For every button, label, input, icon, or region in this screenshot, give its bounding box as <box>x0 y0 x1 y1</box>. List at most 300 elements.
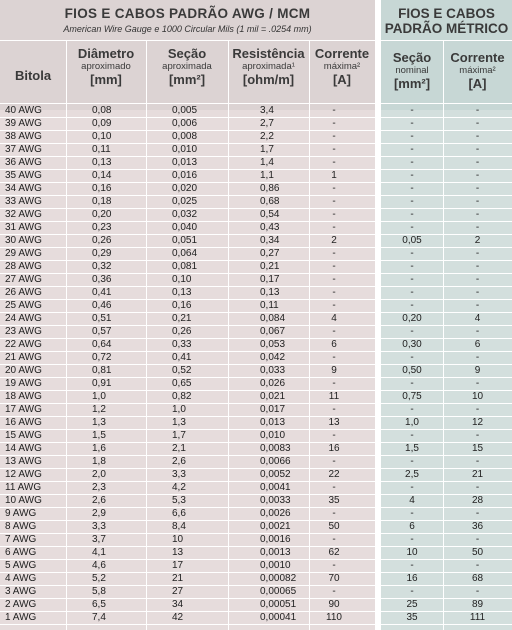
table-cell: 0,27 <box>260 248 280 259</box>
table-row <box>381 429 512 442</box>
table-cell: 34 AWG <box>5 183 42 194</box>
table-cell: 0,08 <box>92 105 112 116</box>
table-cell: 37 AWG <box>5 144 42 155</box>
table-row <box>381 494 512 507</box>
table-row <box>0 390 375 403</box>
col-header-corrente: Corrente máxima² [A] <box>314 46 370 87</box>
table-cell: - <box>410 170 414 181</box>
table-cell: 35 <box>406 612 418 623</box>
table-cell: 0,013 <box>172 157 198 168</box>
table-cell: - <box>332 560 336 571</box>
table-cell: 7,4 <box>92 612 106 623</box>
table-cell: 8,4 <box>172 521 186 532</box>
table-row <box>0 247 375 260</box>
table-cell: 0,026 <box>260 378 286 389</box>
table-cell: - <box>475 144 480 155</box>
table-cell: 0,010 <box>260 430 286 441</box>
table-row <box>0 546 375 559</box>
table-cell: 0,0066 <box>260 456 291 467</box>
table-cell: 25 AWG <box>5 300 42 311</box>
table-row <box>381 234 512 247</box>
table-cell: 2,5 <box>405 469 419 480</box>
table-cell: 4 AWG <box>5 573 37 584</box>
table-cell: 2,1 <box>172 443 186 454</box>
table-cell: 0,10 <box>92 131 112 142</box>
table-cell: - <box>332 157 336 168</box>
table-cell: - <box>410 352 414 363</box>
table-cell: 0,11 <box>92 144 111 155</box>
table-cell: - <box>332 456 336 467</box>
table-cell: - <box>475 131 480 142</box>
metric-table-panel <box>381 0 512 630</box>
col-header-secao-nominal: Seção nominal [mm²] <box>392 50 432 91</box>
table-cell: 0,081 <box>172 261 198 272</box>
table-cell: - <box>410 183 414 194</box>
col-header-resistencia: Resistência aproximada¹ [ohm/m] <box>232 46 305 87</box>
col-header-diametro: Diâmetro aproximado [mm] <box>77 46 135 87</box>
table-cell: - <box>475 170 480 181</box>
table-cell: - <box>332 352 336 363</box>
table-cell: 9 <box>331 365 337 376</box>
table-cell: 1,2 <box>92 404 106 415</box>
table-cell: 0,41 <box>172 352 192 363</box>
table-cell: 28 AWG <box>5 261 42 272</box>
table-cell: 2,2 <box>260 131 274 142</box>
table-cell: - <box>410 287 414 298</box>
table-cell: 0,23 <box>92 222 112 233</box>
table-cell: 31 AWG <box>5 222 42 233</box>
table-cell: 0,0013 <box>260 547 291 558</box>
table-cell: - <box>410 586 414 597</box>
table-cell: - <box>410 560 414 571</box>
table-cell: 1,7 <box>172 430 186 441</box>
table-row <box>381 312 512 325</box>
table-cell: 0,33 <box>172 339 192 350</box>
table-cell: 21 <box>172 573 184 584</box>
table-cell: 0,032 <box>172 209 198 220</box>
table-row <box>381 364 512 377</box>
table-row <box>381 130 512 143</box>
table-cell: - <box>410 534 414 545</box>
table-cell: - <box>410 508 414 519</box>
table-row <box>381 325 512 338</box>
table-cell: 0,13 <box>92 157 112 168</box>
table-row <box>0 351 375 364</box>
table-cell: 0,0083 <box>260 443 291 454</box>
table-cell: - <box>475 274 480 285</box>
table-row <box>0 455 375 468</box>
table-cell: - <box>475 196 480 207</box>
table-row <box>0 221 375 234</box>
table-cell: 0,91 <box>92 378 112 389</box>
header-divider <box>381 40 512 41</box>
table-row <box>381 143 512 156</box>
table-cell: 1 <box>331 170 337 181</box>
table-cell: - <box>332 131 336 142</box>
table-cell: 0,013 <box>260 417 286 428</box>
table-cell: 11 <box>328 391 340 402</box>
table-cell: 40 AWG <box>5 105 42 116</box>
table-cell: - <box>410 105 414 116</box>
table-cell: - <box>332 287 336 298</box>
table-cell: 0,017 <box>260 404 286 415</box>
row-divider <box>0 624 375 625</box>
table-row <box>0 598 375 611</box>
table-cell: 0,020 <box>172 183 198 194</box>
table-cell: - <box>410 482 414 493</box>
table-row <box>381 598 512 611</box>
table-cell: 5,3 <box>172 495 186 506</box>
table-cell: 0,52 <box>172 365 192 376</box>
table-cell: 0,09 <box>92 118 112 129</box>
table-cell: 3 AWG <box>5 586 37 597</box>
table-cell: 16 <box>328 443 340 454</box>
table-cell: 10 AWG <box>5 495 42 506</box>
table-row <box>381 182 512 195</box>
table-cell: 70 <box>328 573 340 584</box>
table-cell: - <box>475 183 480 194</box>
table-cell: 32 AWG <box>5 209 42 220</box>
table-cell: 0,21 <box>172 313 192 324</box>
table-cell: 28 <box>471 495 484 506</box>
table-row <box>0 429 375 442</box>
table-cell: 90 <box>328 599 340 610</box>
table-cell: 0,010 <box>172 144 198 155</box>
table-row <box>381 546 512 559</box>
table-cell: 6 <box>409 521 415 532</box>
table-cell: 9 AWG <box>5 508 37 519</box>
table-cell: - <box>332 183 336 194</box>
table-cell: 5,8 <box>92 586 106 597</box>
table-row <box>381 585 512 598</box>
table-cell: - <box>475 352 480 363</box>
table-cell: - <box>332 482 336 493</box>
table-cell: 3,7 <box>92 534 106 545</box>
table-row <box>0 377 375 390</box>
table-cell: - <box>332 430 336 441</box>
table-cell: 0,34 <box>260 235 280 246</box>
table-cell: 39 AWG <box>5 118 42 129</box>
table-cell: 0,43 <box>260 222 280 233</box>
table-cell: 110 <box>326 612 342 623</box>
table-cell: 50 <box>471 547 484 558</box>
table-row <box>0 520 375 533</box>
table-cell: 68 <box>471 573 484 584</box>
table-cell: - <box>332 534 336 545</box>
table-cell: - <box>475 248 480 259</box>
table-cell: 0,20 <box>92 209 112 220</box>
table-cell: 27 AWG <box>5 274 42 285</box>
table-cell: - <box>475 508 480 519</box>
metric-table-header <box>381 0 512 110</box>
table-cell: - <box>332 222 336 233</box>
table-cell: 0,16 <box>172 300 192 311</box>
awg-table-subtitle: American Wire Gauge e 1000 Circular Mils (1 mil = .0254 mm) <box>63 24 312 34</box>
table-row <box>0 403 375 416</box>
table-cell: 26 AWG <box>5 287 42 298</box>
table-cell: 8 AWG <box>5 521 37 532</box>
table-cell: 89 <box>471 599 484 610</box>
table-cell: 0,21 <box>260 261 280 272</box>
table-cell: 17 AWG <box>5 404 42 415</box>
table-cell: 6,5 <box>92 599 106 610</box>
table-cell: 5 AWG <box>5 560 37 571</box>
table-row <box>381 416 512 429</box>
awg-table-title: FIOS E CABOS PADRÃO AWG / MCM <box>64 6 311 21</box>
table-cell: 33 AWG <box>5 196 42 207</box>
table-cell: 0,82 <box>172 391 192 402</box>
table-cell: - <box>332 261 336 272</box>
table-row <box>381 520 512 533</box>
table-cell: 0,41 <box>92 287 112 298</box>
table-cell: 2,6 <box>92 495 106 506</box>
table-cell: - <box>332 586 336 597</box>
table-row <box>381 403 512 416</box>
table-cell: 1,7 <box>260 144 274 155</box>
table-row <box>0 494 375 507</box>
table-cell: 2,3 <box>92 482 106 493</box>
table-cell: 4,2 <box>172 482 186 493</box>
table-cell: 0,033 <box>260 365 286 376</box>
table-cell: 6,6 <box>172 508 186 519</box>
table-cell: 3,3 <box>92 521 106 532</box>
table-cell: - <box>475 105 480 116</box>
table-cell: 0,54 <box>260 209 280 220</box>
table-cell: - <box>410 248 414 259</box>
table-cell: 0,68 <box>260 196 280 207</box>
table-cell: 25 <box>406 599 418 610</box>
table-cell: 19 AWG <box>5 378 42 389</box>
table-cell: 13 AWG <box>5 456 42 467</box>
table-cell: 0,00065 <box>260 586 297 597</box>
table-cell: 29 AWG <box>5 248 42 259</box>
table-cell: 10 <box>172 534 184 545</box>
table-cell: 34 <box>172 599 184 610</box>
table-cell: 22 AWG <box>5 339 42 350</box>
table-cell: - <box>475 300 480 311</box>
table-cell: - <box>475 482 480 493</box>
table-cell: 0,51 <box>92 313 112 324</box>
table-cell: 1,5 <box>405 443 419 454</box>
table-cell: 38 AWG <box>5 131 42 142</box>
table-row <box>0 312 375 325</box>
table-cell: 0,65 <box>172 378 192 389</box>
table-row <box>381 559 512 572</box>
table-row <box>381 468 512 481</box>
table-cell: 0,053 <box>260 339 286 350</box>
table-cell: 0,0041 <box>260 482 291 493</box>
table-row <box>0 182 375 195</box>
table-cell: 0,57 <box>92 326 112 337</box>
table-cell: 10 <box>471 391 484 402</box>
table-cell: - <box>475 157 480 168</box>
table-cell: 0,72 <box>92 352 112 363</box>
table-cell: 15 AWG <box>5 430 42 441</box>
table-cell: - <box>410 274 414 285</box>
table-row <box>0 611 375 624</box>
table-cell: 6 <box>331 339 337 350</box>
table-row <box>381 195 512 208</box>
table-cell: 16 <box>406 573 418 584</box>
table-row <box>381 169 512 182</box>
table-cell: 0,021 <box>260 391 286 402</box>
table-cell: 1 AWG <box>5 612 37 623</box>
table-cell: 24 AWG <box>5 313 42 324</box>
table-cell: - <box>332 144 336 155</box>
table-cell: 1,0 <box>92 391 106 402</box>
table-cell: - <box>410 222 414 233</box>
table-cell: - <box>332 118 336 129</box>
table-cell: 0,0033 <box>260 495 291 506</box>
metric-table-title: FIOS E CABOS PADRÃO MÉTRICO <box>384 6 509 36</box>
table-cell: 0,29 <box>92 248 112 259</box>
table-cell: - <box>410 430 414 441</box>
table-row <box>0 325 375 338</box>
table-cell: 15 <box>471 443 484 454</box>
table-cell: 1,8 <box>92 456 106 467</box>
table-row <box>0 416 375 429</box>
table-cell: - <box>332 196 336 207</box>
table-cell: 1,5 <box>92 430 106 441</box>
table-cell: 7 AWG <box>5 534 37 545</box>
table-cell: 2 <box>474 235 481 246</box>
table-cell: - <box>410 456 414 467</box>
table-cell: 4,6 <box>92 560 106 571</box>
table-cell: 1,4 <box>260 157 274 168</box>
table-cell: - <box>332 209 336 220</box>
table-cell: 0,00041 <box>260 612 297 623</box>
table-cell: - <box>410 300 414 311</box>
table-row <box>381 572 512 585</box>
table-cell: 12 <box>471 417 484 428</box>
table-row <box>381 611 512 624</box>
table-cell: 2,0 <box>92 469 106 480</box>
table-cell: 11 AWG <box>5 482 42 493</box>
table-cell: 0,008 <box>172 131 198 142</box>
table-cell: 4 <box>331 313 337 324</box>
table-cell: 2,9 <box>92 508 106 519</box>
table-cell: 0,32 <box>92 261 112 272</box>
table-cell: - <box>332 326 336 337</box>
table-cell: - <box>475 209 480 220</box>
table-cell: - <box>410 157 414 168</box>
table-cell: 0,13 <box>260 287 280 298</box>
table-cell: - <box>475 404 480 415</box>
table-row <box>381 286 512 299</box>
table-cell: 18 AWG <box>5 391 42 402</box>
table-cell: 36 <box>471 521 484 532</box>
table-row <box>0 195 375 208</box>
table-cell: 5,2 <box>92 573 106 584</box>
table-cell: 0,16 <box>92 183 112 194</box>
table-cell: - <box>475 378 480 389</box>
table-row <box>381 273 512 286</box>
table-row <box>0 481 375 494</box>
table-cell: 50 <box>328 521 340 532</box>
table-row <box>0 507 375 520</box>
table-cell: 6 <box>474 339 481 350</box>
table-row <box>381 338 512 351</box>
table-cell: 4,1 <box>92 547 106 558</box>
table-cell: 0,0052 <box>260 469 291 480</box>
table-row <box>0 585 375 598</box>
table-row <box>0 572 375 585</box>
table-cell: 35 AWG <box>5 170 42 181</box>
table-row <box>381 377 512 390</box>
table-cell: 12 AWG <box>5 469 42 480</box>
table-row <box>0 169 375 182</box>
table-cell: 1,3 <box>92 417 106 428</box>
table-cell: - <box>410 209 414 220</box>
table-row <box>381 208 512 221</box>
table-cell: 0,025 <box>172 196 198 207</box>
table-cell: - <box>475 326 480 337</box>
table-row <box>0 156 375 169</box>
table-cell: 0,30 <box>402 339 422 350</box>
table-row <box>0 273 375 286</box>
table-row <box>0 533 375 546</box>
awg-table-header <box>0 0 375 110</box>
table-cell: 0,016 <box>172 170 198 181</box>
table-cell: - <box>332 248 336 259</box>
table-cell: 20 AWG <box>5 365 42 376</box>
table-cell: 62 <box>328 547 340 558</box>
table-cell: - <box>332 105 336 116</box>
table-cell: - <box>410 144 414 155</box>
table-cell: 21 AWG <box>5 352 42 363</box>
table-cell: 111 <box>469 612 486 623</box>
table-row <box>381 351 512 364</box>
table-cell: 0,005 <box>172 105 198 116</box>
table-cell: - <box>475 560 480 571</box>
table-row <box>0 559 375 572</box>
table-cell: 0,051 <box>172 235 198 246</box>
table-cell: - <box>475 534 480 545</box>
table-cell: 0,75 <box>402 391 422 402</box>
table-cell: 1,1 <box>260 170 274 181</box>
table-cell: - <box>332 404 336 415</box>
table-cell: 0,067 <box>260 326 286 337</box>
table-cell: 14 AWG <box>5 443 42 454</box>
table-cell: 0,0010 <box>260 560 291 571</box>
table-cell: 4 <box>409 495 415 506</box>
table-row <box>0 468 375 481</box>
header-divider <box>0 40 375 41</box>
table-cell: 0,0026 <box>260 508 291 519</box>
table-cell: 0,084 <box>260 313 286 324</box>
table-row <box>381 247 512 260</box>
table-row <box>381 299 512 312</box>
table-cell: 0,26 <box>172 326 192 337</box>
table-cell: 13 <box>172 547 184 558</box>
table-cell: 0,46 <box>92 300 112 311</box>
table-cell: 42 <box>172 612 184 623</box>
table-cell: 0,26 <box>92 235 112 246</box>
table-cell: 2,7 <box>260 118 274 129</box>
table-cell: - <box>332 508 336 519</box>
table-cell: - <box>475 118 480 129</box>
table-cell: 2 <box>331 235 337 246</box>
table-row <box>381 260 512 273</box>
table-row <box>0 130 375 143</box>
table-cell: 9 <box>474 365 481 376</box>
table-cell: 0,36 <box>92 274 112 285</box>
table-cell: 0,042 <box>260 352 286 363</box>
table-cell: 27 <box>172 586 184 597</box>
table-row <box>381 117 512 130</box>
col-header-corrente-metrica: Corrente máxima² [A] <box>450 50 505 91</box>
table-cell: 0,14 <box>92 170 112 181</box>
